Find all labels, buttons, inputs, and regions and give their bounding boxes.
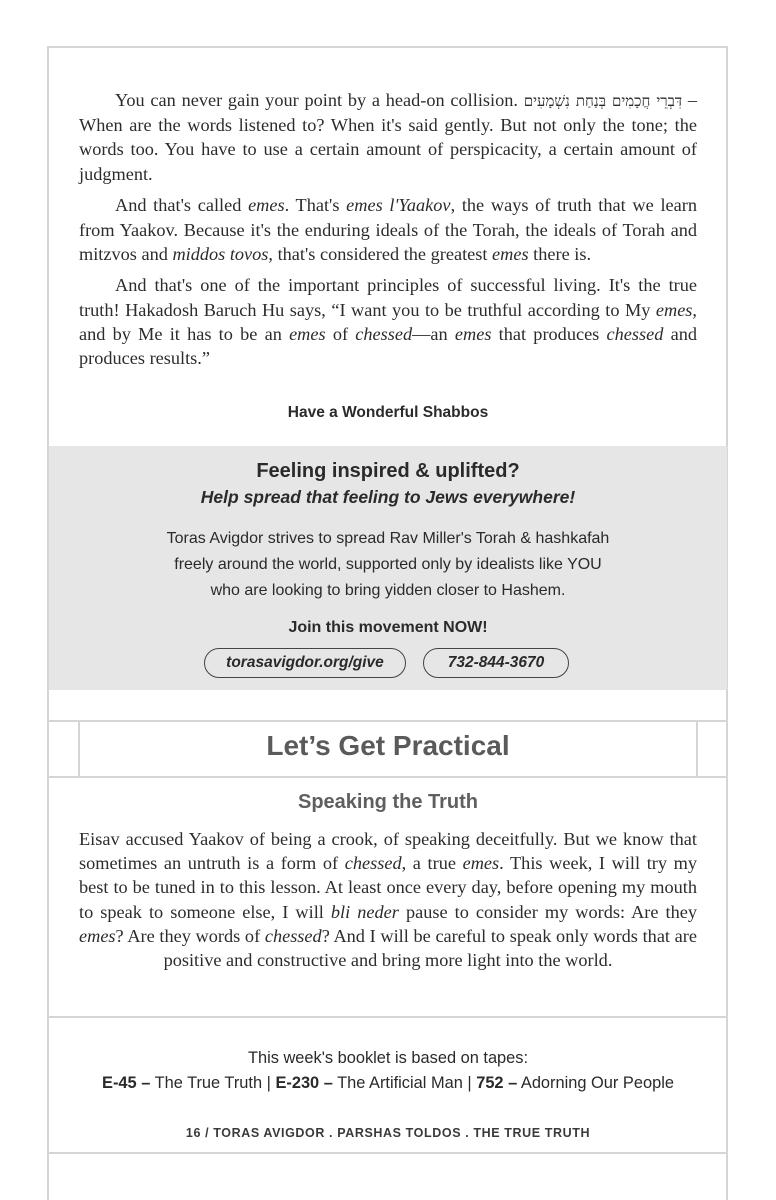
- tapes-info: [60, 1046, 716, 1096]
- text-run: there is.: [528, 243, 592, 264]
- donate-phone-link[interactable]: 732-844-3670: [423, 648, 569, 678]
- italic-term: emes: [492, 243, 529, 264]
- paragraph-1: [79, 88, 697, 186]
- italic-term: chessed: [606, 323, 664, 344]
- text-run: —an: [412, 323, 455, 344]
- donate-website-link[interactable]: torasavigdor.org/give: [204, 648, 406, 678]
- section-title-box: [78, 722, 698, 776]
- text-run: . This week, I will try my best to be tuned in to this lesson. At least once every day, before opening my mouth to speak to someone else, I will: [79, 853, 697, 922]
- tape-code: E-230 –: [275, 1074, 333, 1092]
- italic-term: emes: [454, 323, 492, 344]
- description-line: freely around the world, supported only by idealists like YOU: [174, 556, 602, 573]
- tape-title: The True Truth |: [150, 1074, 276, 1092]
- italic-term: chessed: [344, 853, 402, 874]
- italic-term: chessed: [264, 925, 322, 946]
- divider: [49, 1152, 727, 1154]
- text-run: ? Are they words of: [115, 925, 265, 946]
- italic-term: emes: [79, 925, 116, 946]
- text-run: ? And I will be careful to speak only words that are positive and constructive and bring more light into the world.: [163, 925, 697, 971]
- tapes-list: [60, 1071, 716, 1096]
- text-run: , that's considered the greatest: [268, 243, 493, 264]
- join-call-to-action: Join this movement NOW!: [288, 619, 488, 636]
- italic-term: chessed: [355, 323, 413, 344]
- text-run: You can never gain your point by a head-on collision.: [115, 90, 524, 110]
- text-run: – When are the words listened to? When it's said gently. But not only the tone; the words too. You have to use a certain amount of perspicacity, a certain amount of judgment.: [79, 90, 697, 184]
- signoff: Have a Wonderful Shabbos: [287, 404, 489, 421]
- paragraph-2: [79, 193, 697, 266]
- text-run: , and by Me it has to be an: [79, 299, 697, 344]
- donation-banner: [49, 446, 727, 690]
- description-line: who are looking to bring yidden closer to Hashem.: [210, 582, 566, 599]
- text-run: And that's one of the important principles of successful living. It's the true truth! Hakadosh Baruch Hu says, “I want you to be truthful according to My: [79, 275, 697, 320]
- divider: [49, 776, 727, 778]
- tape-code: E-45 –: [102, 1074, 151, 1092]
- tape-title: Adorning Our People: [517, 1074, 674, 1092]
- italic-term: emes: [655, 299, 693, 320]
- banner-subheading: Help spread that feeling to Jews everywhere!: [200, 487, 576, 507]
- italic-term: middos tovos: [172, 243, 269, 264]
- text-run: , the ways of truth that we learn from Yaakov. Because it's the enduring ideals of the Torah, the ideals of Torah and mitzvos and: [79, 195, 697, 264]
- italic-term: emes: [248, 195, 285, 216]
- section-title: Let’s Get Practical: [266, 730, 510, 761]
- text-run: And that's called: [115, 195, 249, 216]
- text-run: of: [325, 323, 356, 344]
- practical-body: [79, 827, 697, 972]
- italic-term: emes: [289, 323, 326, 344]
- text-run: Eisav accused Yaakov of being a crook, of speaking deceitfully. But we know that sometimes an untruth is a form of: [79, 829, 697, 874]
- practical-subtitle: Speaking the Truth: [297, 791, 479, 813]
- page-footer: 16 / TORAS AVIGDOR . PARSHAS TOLDOS . THE TRUE TRUTH: [185, 1126, 591, 1140]
- text-run: pause to consider my words: Are they: [398, 901, 697, 922]
- tapes-intro: This week's booklet is based on tapes:: [247, 1049, 529, 1067]
- banner-heading: Feeling inspired & uplifted?: [256, 460, 520, 482]
- banner-description: [49, 526, 727, 604]
- text-run: that produces: [491, 323, 607, 344]
- article-body: [79, 88, 697, 378]
- text-run: and produces results.”: [79, 323, 698, 369]
- tape-title: The Artificial Man |: [332, 1074, 477, 1092]
- description-line: Toras Avigdor strives to spread Rav Miller's Torah & hashkafah: [166, 530, 610, 547]
- text-run: , a true: [401, 853, 463, 874]
- divider: [49, 1016, 727, 1018]
- hebrew-quote: דִּבְרֵי חֲכָמִים בְּנַחַת נִשְׁמָעִים: [523, 92, 683, 110]
- italic-term: emes: [462, 853, 500, 874]
- tape-code: 752 –: [476, 1074, 518, 1092]
- text-run: . That's: [284, 195, 347, 216]
- italic-term: bli neder: [330, 901, 399, 922]
- italic-term: emes l'Yaakov: [346, 195, 451, 216]
- paragraph-3: [79, 273, 697, 370]
